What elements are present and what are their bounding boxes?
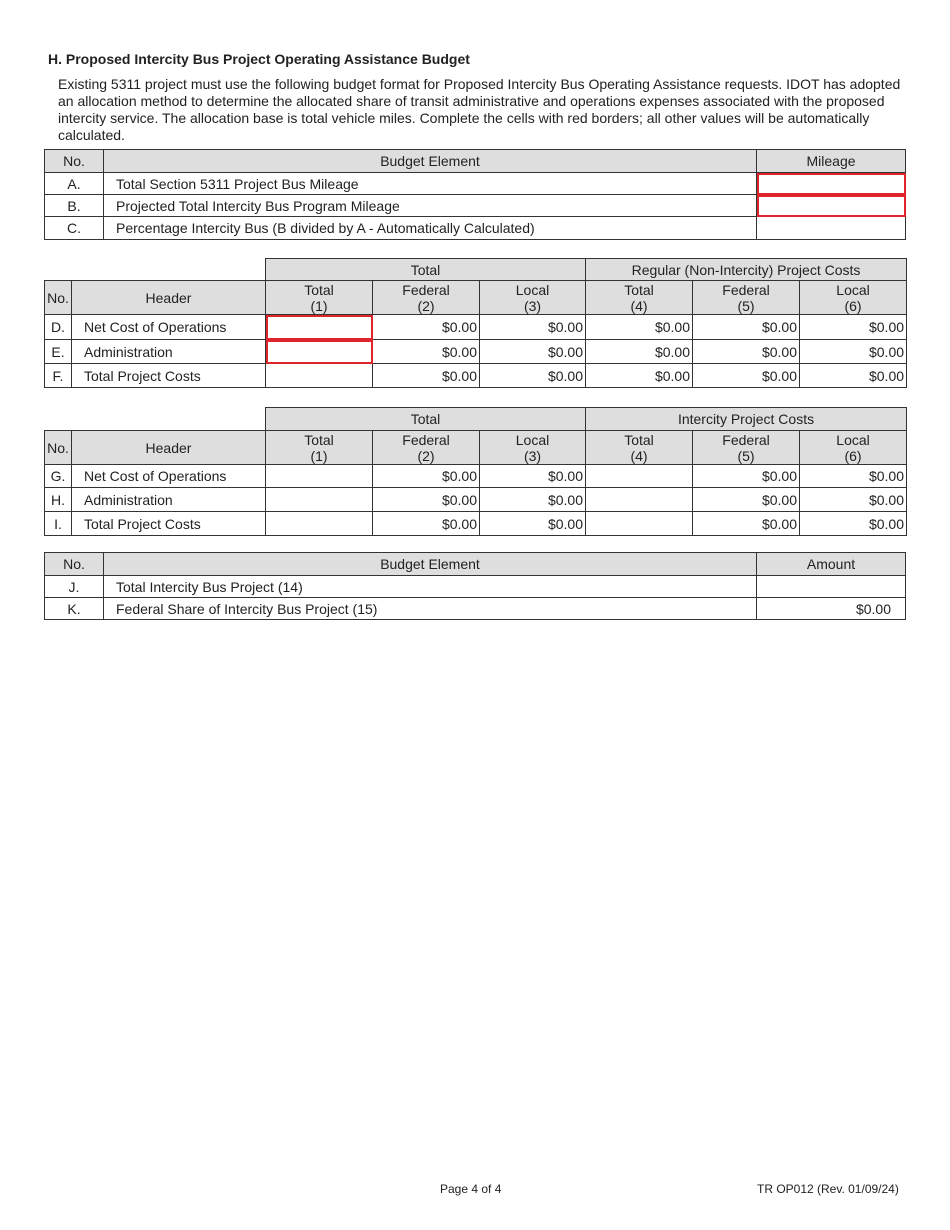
col-header-cell: Total (1) [266,431,373,465]
cell-value: $0.00 [693,512,800,536]
cell-value [586,512,693,536]
cell-value: $0.00 [800,315,907,340]
row-no: F. [45,364,72,388]
cell-value: $0.00 [693,465,800,488]
table-row [45,195,906,217]
cell-value: $0.00 [800,465,907,488]
row-label: Total Intercity Bus Project (14) [104,576,757,598]
form-number: TR OP012 (Rev. 01/09/24) [757,1182,899,1196]
cell-value: $0.00 [373,488,480,512]
cell-value [266,364,373,388]
row-label: Federal Share of Intercity Bus Project (15) [104,598,757,620]
cell-value [266,512,373,536]
cell-value: $0.00 [480,364,586,388]
cell-value: $0.00 [693,488,800,512]
cell-value: $0.00 [693,340,800,364]
row-no: E. [45,340,72,364]
table-row [45,576,906,598]
row-no: A. [45,173,104,195]
percentage-intercity-value [757,217,906,240]
group-total-header: Total [266,408,586,431]
row-label: Total Section 5311 Project Bus Mileage [104,173,757,195]
col-header-header: Header [72,431,266,465]
table-row [45,340,907,364]
group-total-header: Total [266,259,586,281]
table-row [45,173,906,195]
col-mileage-header: Mileage [757,150,906,173]
section-instructions: Existing 5311 project must use the following budget format for Proposed Intercity Bus Operating Assistance requests. IDOT has adopted an allocation method to determine the allocated share of transit administrative and operations expenses associated with the proposed intercity service. The allocation base is total vehicle miles. Complete the cells with red borders; all other values will be automatically calculated. [58,76,901,143]
col-header-cell: Total (4) [586,431,693,465]
cell-value: $0.00 [373,340,480,364]
cell-value: $0.00 [373,512,480,536]
cell-value: $0.00 [480,340,586,364]
cell-value: $0.00 [586,340,693,364]
table-row [45,465,907,488]
row-no: C. [45,217,104,240]
col-header-cell: Local (6) [800,431,907,465]
col-header-cell: Total (1) [266,281,373,315]
cell-value: $0.00 [373,364,480,388]
cell-value [586,488,693,512]
cell-value [266,488,373,512]
cell-value: $0.00 [800,364,907,388]
cell-value: $0.00 [757,598,906,620]
net-cost-total-input[interactable] [266,315,373,340]
col-header-cell: Federal (2) [373,281,480,315]
intercity-mileage-input[interactable] [757,195,906,217]
table-row [45,488,907,512]
intercity-costs-table [44,407,907,536]
table-row [45,217,906,240]
cell-value: $0.00 [586,315,693,340]
row-label: Percentage Intercity Bus (B divided by A - Automatically Calculated) [104,217,757,240]
total-5311-mileage-input[interactable] [757,173,906,195]
row-no: H. [45,488,72,512]
regular-costs-table [44,258,907,388]
row-no: J. [45,576,104,598]
cell-value [266,465,373,488]
row-no: G. [45,465,72,488]
col-header-cell: Total (4) [586,281,693,315]
cell-value: $0.00 [800,488,907,512]
cell-value: $0.00 [693,364,800,388]
row-no: B. [45,195,104,217]
cell-value: $0.00 [800,340,907,364]
row-label: Net Cost of Operations [72,465,266,488]
section-heading: H. Proposed Intercity Bus Project Operating Assistance Budget [48,51,470,67]
col-header-cell: Local (3) [480,431,586,465]
table-row [45,512,907,536]
page-number: Page 4 of 4 [440,1182,502,1196]
cell-value: $0.00 [586,364,693,388]
table-row [45,598,906,620]
col-budget-element-header: Budget Element [104,553,757,576]
cell-value: $0.00 [800,512,907,536]
row-no: K. [45,598,104,620]
administration-total-input[interactable] [266,340,373,364]
mileage-table [44,149,906,240]
amount-table [44,552,906,620]
cell-value: $0.00 [480,512,586,536]
cell-value: $0.00 [373,315,480,340]
row-label: Total Project Costs [72,512,266,536]
row-label: Net Cost of Operations [72,315,266,340]
cell-value [586,465,693,488]
col-no-header: No. [45,553,104,576]
row-label: Administration [72,488,266,512]
col-no-header: No. [45,431,72,465]
col-no-header: No. [45,281,72,315]
cell-value [757,576,906,598]
cell-value: $0.00 [693,315,800,340]
col-header-cell: Federal (5) [693,431,800,465]
col-no-header: No. [45,150,104,173]
cell-value: $0.00 [480,315,586,340]
col-header-header: Header [72,281,266,315]
cell-value: $0.00 [373,465,480,488]
cell-value: $0.00 [480,488,586,512]
col-header-cell: Local (3) [480,281,586,315]
col-header-cell: Federal (5) [693,281,800,315]
cell-value: $0.00 [480,465,586,488]
group-regular-header: Regular (Non-Intercity) Project Costs [586,259,907,281]
col-header-cell: Local (6) [800,281,907,315]
group-intercity-header: Intercity Project Costs [586,408,907,431]
row-label: Total Project Costs [72,364,266,388]
table-row [45,364,907,388]
row-no: I. [45,512,72,536]
row-label: Administration [72,340,266,364]
row-no: D. [45,315,72,340]
table-row [45,315,907,340]
row-label: Projected Total Intercity Bus Program Mileage [104,195,757,217]
col-budget-element-header: Budget Element [104,150,757,173]
col-header-cell: Federal (2) [373,431,480,465]
col-amount-header: Amount [757,553,906,576]
